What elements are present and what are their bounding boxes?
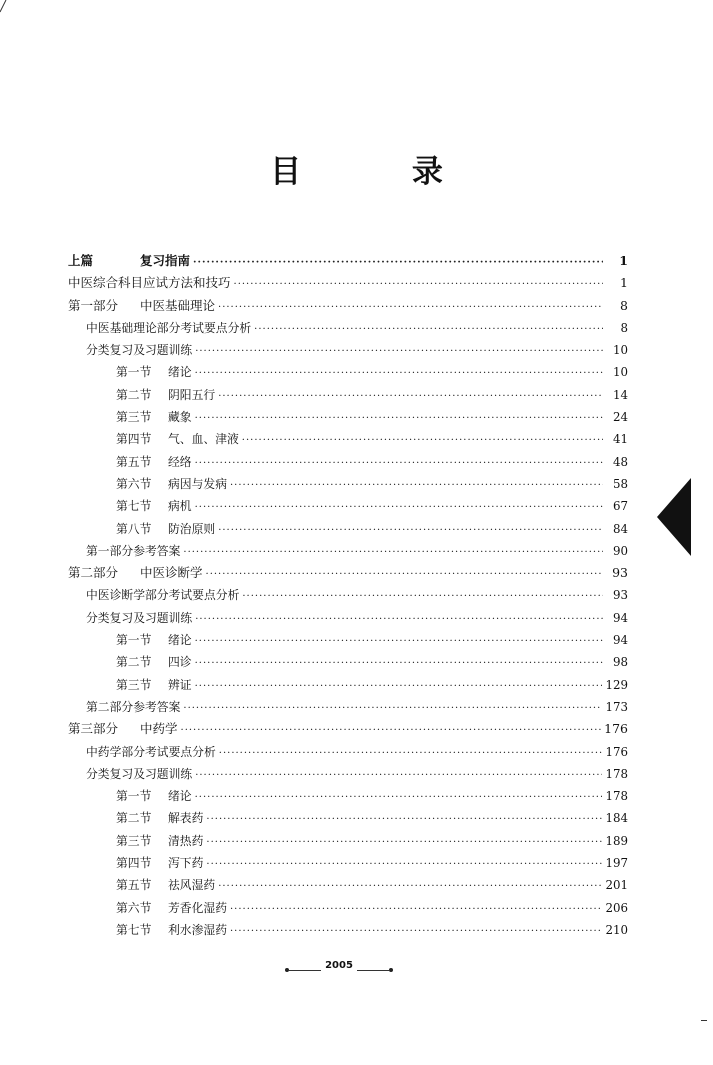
toc-leader-dots (206, 809, 602, 831)
toc-entry-title: 中药学 (140, 721, 178, 737)
toc-entry (68, 696, 628, 718)
toc-section-number: 第七节 (116, 499, 152, 514)
toc-entry-label (68, 272, 231, 294)
toc-entry (68, 785, 628, 807)
toc-section-number: 上篇 (68, 253, 94, 268)
toc-page-number: 10 (612, 365, 628, 380)
toc-entry-label (86, 741, 216, 763)
toc-page-number: 201 (605, 878, 628, 893)
toc-entry (68, 451, 628, 473)
toc-entry-title: 中医诊断学 (140, 565, 203, 581)
toc-entry-title: 泻下药 (168, 856, 204, 871)
toc-entry-title: 第一部分参考答案 (86, 543, 181, 558)
toc-leader-dots (242, 430, 603, 452)
toc-page-number: 8 (620, 320, 628, 335)
toc-leader-dots (234, 274, 603, 296)
toc-leader-dots (195, 609, 603, 631)
toc-page-number: 94 (612, 633, 628, 648)
toc-entry-label (116, 897, 227, 919)
toc-page-number: 178 (605, 766, 628, 781)
toc-entry-title: 防治原则 (168, 521, 216, 536)
toc-entry-label (86, 317, 251, 339)
toc-entry (68, 629, 628, 651)
toc-section-number: 第一节 (116, 789, 152, 804)
toc-section-number: 第八节 (116, 521, 152, 536)
toc-page-number: 14 (612, 387, 628, 402)
toc-entry (68, 272, 628, 294)
toc-page-number: 93 (612, 565, 628, 581)
footer-dot-left (285, 968, 289, 972)
toc-entry (68, 651, 628, 673)
toc-entry-label (116, 406, 192, 428)
toc-entry-label (86, 763, 192, 785)
toc-entry (68, 674, 628, 696)
toc-entry (68, 540, 628, 562)
toc-entry (68, 807, 628, 829)
toc-entry-title: 清热药 (168, 833, 204, 848)
toc-page-number: 1 (619, 253, 628, 268)
toc-leader-dots (195, 408, 603, 430)
toc-leader-dots (230, 921, 602, 943)
toc-page-number: 84 (612, 521, 628, 536)
toc-entry-label (86, 339, 192, 361)
toc-section-number: 第一节 (116, 633, 152, 648)
toc-leader-dots (193, 252, 603, 274)
toc-section-number: 第五节 (116, 454, 152, 469)
toc-entry (68, 250, 628, 272)
toc-leader-dots (181, 720, 602, 742)
toc-entry (68, 763, 628, 785)
toc-leader-dots (195, 676, 603, 698)
toc-leader-dots (206, 832, 602, 854)
footer-page-number: 2005 (321, 960, 357, 971)
section-tab-marker (657, 478, 691, 556)
toc-entry-label (116, 384, 215, 406)
toc-section-number: 第二节 (116, 811, 152, 826)
toc-section-number: 第六节 (116, 476, 152, 491)
toc-entry (68, 584, 628, 606)
toc-page-number: 173 (605, 699, 628, 714)
toc-section-number: 第三节 (116, 833, 152, 848)
toc-entry-label (86, 607, 192, 629)
toc-entry-label (116, 807, 203, 829)
toc-leader-dots (218, 386, 603, 408)
toc-entry (68, 317, 628, 339)
toc-section-number: 第一部分 (68, 297, 119, 313)
toc-leader-dots (183, 698, 602, 720)
toc-entry (68, 897, 628, 919)
toc-entry (68, 562, 628, 584)
toc-entry-label (86, 584, 239, 606)
toc-section-number: 第三节 (116, 677, 152, 692)
toc-section-number: 第一节 (116, 365, 152, 380)
toc-page-number: 10 (612, 343, 628, 358)
toc-entry (68, 607, 628, 629)
toc-page-number: 129 (605, 677, 628, 692)
toc-page-number: 94 (612, 610, 628, 625)
toc-entry-title: 气、血、津液 (168, 432, 239, 447)
toc-entry-title: 绪论 (168, 633, 192, 648)
toc-entry-label (116, 919, 227, 941)
toc-entry-title: 芳香化湿药 (168, 900, 227, 915)
toc-entry-title: 中医综合科目应试方法和技巧 (68, 275, 231, 291)
toc-section-number: 第三部分 (68, 721, 119, 737)
toc-entry-label (68, 562, 203, 584)
toc-entry-title: 第二部分参考答案 (86, 699, 181, 714)
toc-leader-dots (218, 520, 603, 542)
toc-entry (68, 406, 628, 428)
toc-entry (68, 361, 628, 383)
toc-entry (68, 384, 628, 406)
toc-section-number: 第二节 (116, 655, 152, 670)
toc-entry-title: 四诊 (168, 655, 192, 670)
toc-leader-dots (242, 586, 603, 608)
toc-page-number: 98 (612, 655, 628, 670)
toc-leader-dots (254, 319, 603, 341)
toc-page-number: 176 (604, 721, 628, 737)
page-title: 目 录 (270, 154, 493, 190)
toc-entry-title: 中药学部分考试要点分析 (86, 744, 216, 759)
toc-page-number: 58 (612, 476, 628, 491)
toc-leader-dots (195, 497, 603, 519)
toc-entry-label (68, 718, 178, 740)
toc-section-number: 第六节 (116, 900, 152, 915)
toc-entry (68, 718, 628, 740)
toc-entry-title: 绪论 (168, 365, 192, 380)
footer-dot-right (389, 968, 393, 972)
toc-leader-dots (195, 631, 603, 653)
toc-entry (68, 473, 628, 495)
toc-entry (68, 919, 628, 941)
toc-entry-title: 分类复习及习题训练 (86, 343, 193, 358)
toc-entry-title: 病因与发病 (168, 476, 227, 491)
toc-entry-title: 分类复习及习题训练 (86, 610, 193, 625)
toc-entry-label (116, 874, 215, 896)
toc-leader-dots (230, 475, 603, 497)
toc-entry-label (116, 361, 192, 383)
toc-entry (68, 339, 628, 361)
toc-entry-label (116, 495, 192, 517)
toc-entry-label (116, 852, 203, 874)
toc-entry-label (86, 540, 180, 562)
toc-page-number: 210 (605, 922, 628, 937)
toc-entry-title: 阴阳五行 (168, 387, 216, 402)
toc-entry (68, 495, 628, 517)
toc-entry (68, 852, 628, 874)
toc-entry (68, 830, 628, 852)
toc-entry-label (116, 428, 239, 450)
toc-leader-dots (195, 653, 603, 675)
toc-entry-label (116, 518, 215, 540)
toc-entry-title: 利水渗湿药 (168, 922, 227, 937)
toc-leader-dots (195, 453, 603, 475)
toc-leader-dots (230, 899, 602, 921)
toc-entry-title: 经络 (168, 454, 192, 469)
toc-leader-dots (206, 854, 602, 876)
toc-page-number: 176 (605, 744, 628, 759)
toc-page-number: 41 (612, 432, 628, 447)
toc-leader-dots (183, 542, 603, 564)
toc-entry-title: 复习指南 (140, 253, 191, 268)
toc-entry (68, 874, 628, 896)
table-of-contents (68, 250, 628, 941)
toc-entry-title: 辨证 (168, 677, 192, 692)
toc-page-number: 206 (605, 900, 628, 915)
toc-section-number: 第二节 (116, 387, 152, 402)
toc-leader-dots (195, 341, 603, 363)
toc-page-number: 197 (605, 856, 628, 871)
toc-page-number: 90 (612, 543, 628, 558)
toc-leader-dots (206, 564, 603, 586)
toc-entry-title: 病机 (168, 499, 192, 514)
toc-section-number: 第四节 (116, 856, 152, 871)
toc-entry-title: 分类复习及习题训练 (86, 766, 193, 781)
toc-section-number: 第三节 (116, 410, 152, 425)
page-footer (283, 960, 395, 976)
toc-entry-label (116, 451, 192, 473)
toc-section-number: 第五节 (116, 878, 152, 893)
toc-entry-label (68, 250, 190, 272)
toc-entry-label (86, 696, 180, 718)
toc-entry-title: 解表药 (168, 811, 204, 826)
toc-leader-dots (195, 363, 603, 385)
toc-entry (68, 741, 628, 763)
toc-entry-label (68, 295, 215, 317)
toc-entry-label (116, 651, 192, 673)
toc-entry-label (116, 785, 192, 807)
scan-corner-mark (0, 0, 14, 14)
toc-page-number: 93 (612, 588, 628, 603)
toc-page-number: 67 (612, 499, 628, 514)
toc-entry-title: 绪论 (168, 789, 192, 804)
toc-page-number: 24 (612, 410, 628, 425)
toc-section-number: 第四节 (116, 432, 152, 447)
toc-entry (68, 295, 628, 317)
toc-page-number: 189 (605, 833, 628, 848)
toc-page-number: 1 (620, 275, 628, 291)
toc-entry-label (116, 830, 203, 852)
toc-page-number: 48 (612, 454, 628, 469)
toc-entry-title: 中医基础理论部分考试要点分析 (86, 320, 252, 335)
toc-entry-title: 藏象 (168, 410, 192, 425)
toc-entry-title: 中医诊断学部分考试要点分析 (86, 588, 240, 603)
toc-leader-dots (195, 787, 603, 809)
toc-entry-label (116, 674, 192, 696)
toc-entry-title: 中医基础理论 (140, 297, 216, 313)
toc-page-number: 8 (620, 297, 628, 313)
toc-leader-dots (195, 765, 602, 787)
toc-page-number: 178 (605, 789, 628, 804)
edge-mark (701, 1020, 707, 1021)
toc-entry-title: 祛风湿药 (168, 878, 216, 893)
toc-leader-dots (218, 876, 602, 898)
toc-entry-label (116, 473, 227, 495)
toc-entry (68, 428, 628, 450)
toc-section-number: 第七节 (116, 922, 152, 937)
toc-section-number: 第二部分 (68, 565, 119, 581)
toc-entry-label (116, 629, 192, 651)
toc-entry (68, 518, 628, 540)
toc-leader-dots (219, 743, 603, 765)
toc-page-number: 184 (605, 811, 628, 826)
toc-leader-dots (218, 297, 603, 319)
